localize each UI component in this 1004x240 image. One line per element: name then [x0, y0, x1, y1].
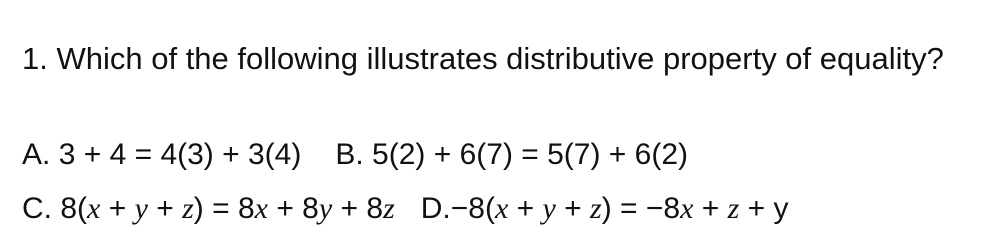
choice-d-part: + [555, 192, 591, 225]
choice-d-part: + y [739, 192, 789, 225]
choice-c-part: + 8 [332, 192, 384, 225]
variable-y: y [542, 192, 556, 225]
choice-d-part: ) = −8 [601, 192, 681, 225]
choice-b-expression: 5(2) + 6(7) = 5(7) + 6(2) [372, 138, 689, 171]
question-text [22, 40, 982, 78]
variable-z: z [383, 192, 395, 225]
variable-y: y [318, 192, 333, 225]
choice-c-part: + 8 [267, 192, 319, 225]
choice-d[interactable] [421, 191, 789, 227]
choice-d-part: −8( [450, 192, 495, 225]
choice-b-letter: B. [335, 138, 364, 171]
choice-c-part: 8( [60, 192, 88, 225]
choice-c-letter: C. [22, 192, 52, 225]
variable-x: x [87, 192, 101, 225]
choice-c[interactable] [22, 191, 395, 227]
choice-b[interactable] [335, 137, 688, 173]
variable-x: x [680, 192, 694, 225]
variable-x: x [254, 192, 268, 225]
choice-d-part: + [693, 192, 728, 225]
choice-c-part: ) = 8 [193, 192, 255, 225]
variable-y: y [134, 192, 148, 225]
choice-row-ab [22, 137, 688, 173]
variable-z: z [727, 192, 740, 225]
variable-z: z [182, 192, 194, 225]
variable-z: z [590, 192, 602, 225]
choice-a[interactable] [22, 137, 301, 173]
variable-x: x [494, 192, 509, 225]
choice-d-part: + [508, 192, 543, 225]
question-number: 1. [22, 41, 48, 76]
choice-row-cd [22, 191, 789, 227]
choice-c-part: + [100, 192, 135, 225]
choice-c-expression [60, 192, 394, 225]
choice-c-part: + [147, 192, 183, 225]
choice-a-expression: 3 + 4 = 4(3) + 3(4) [58, 138, 302, 171]
choice-d-letter: D. [420, 192, 451, 225]
question-prompt: Which of the following illustrates distributive property of equality? [56, 41, 944, 76]
choice-a-letter: A. [22, 138, 51, 171]
choice-d-expression [451, 192, 789, 225]
